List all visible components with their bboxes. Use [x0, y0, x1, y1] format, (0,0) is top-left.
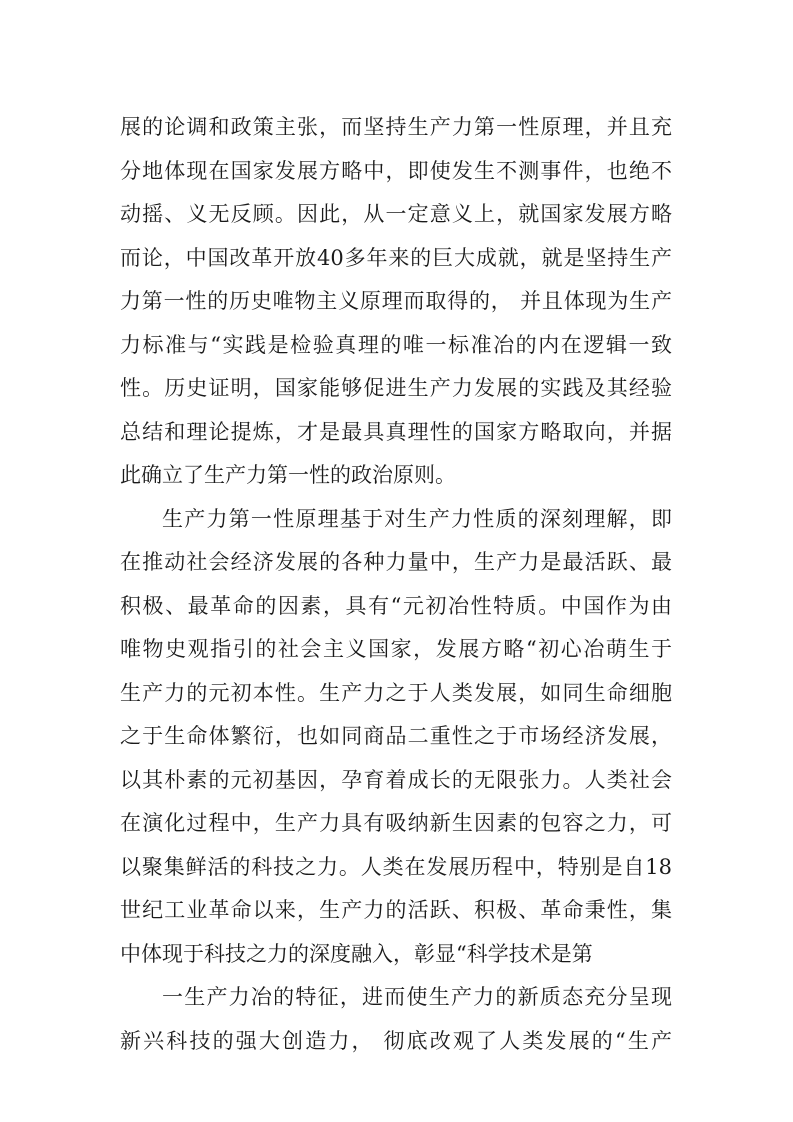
paragraph-line: 而论，中国改革开放40多年来的巨大成就，就是坚持生产 — [120, 246, 672, 270]
paragraph-line: 总结和理论提炼，才是最具真理性的国家方略取向，并据 — [120, 420, 672, 444]
paragraph-line: 一生产力冶的特征，进而使生产力的新质态充分呈现 — [162, 985, 672, 1009]
paragraph-line: 新兴科技的强大创造力， 彻底改观了人类发展的“生产 — [120, 1029, 672, 1053]
paragraph-line: 在演化过程中，生产力具有吸纳新生因素的包容之力，可 — [120, 811, 672, 835]
paragraph-line: 唯物史观指引的社会主义国家，发展方略“初心冶萌生于 — [120, 637, 672, 661]
paragraph-line: 以其朴素的元初基因，孕育着成长的无限张力。人类社会 — [120, 768, 672, 792]
paragraph-line: 生产力的元初本性。生产力之于人类发展，如同生命细胞 — [120, 681, 672, 705]
paragraph-line: 力第一性的历史唯物主义原理而取得的， 并且体现为生产 — [120, 289, 672, 313]
paragraph-line: 性。历史证明，国家能够促进生产力发展的实践及其经验 — [120, 376, 672, 400]
paragraph-line: 力标准与“实践是检验真理的唯一标准冶的内在逻辑一致 — [120, 333, 672, 357]
paragraph-line: 展的论调和政策主张，而坚持生产力第一性原理，并且充 — [120, 115, 672, 139]
paragraph-line: 以聚集鲜活的科技之力。人类在发展历程中，特别是自18 — [120, 855, 672, 879]
paragraph-line: 世纪工业革命以来，生产力的活跃、积极、革命秉性，集 — [120, 898, 672, 922]
paragraph-line: 分地体现在国家发展方略中，即使发生不测事件，也绝不 — [120, 159, 672, 183]
paragraph-line: 在推动社会经济发展的各种力量中，生产力是最活跃、最 — [120, 550, 672, 574]
paragraph-line: 中体现于科技之力的深度融入，彰显“科学技术是第 — [120, 942, 593, 966]
paragraph-line: 积极、最革命的因素，具有“元初冶性特质。中国作为由 — [120, 594, 672, 618]
paragraph-line: 此确立了生产力第一性的政治原则。 — [120, 463, 456, 487]
paragraph-line: 动摇、义无反顾。因此，从一定意义上，就国家发展方略 — [120, 202, 672, 226]
paragraph-line: 生产力第一性原理基于对生产力性质的深刻理解，即 — [162, 507, 672, 531]
paragraph-line: 之于生命体繁衍，也如同商品二重性之于市场经济发展， — [120, 724, 672, 748]
